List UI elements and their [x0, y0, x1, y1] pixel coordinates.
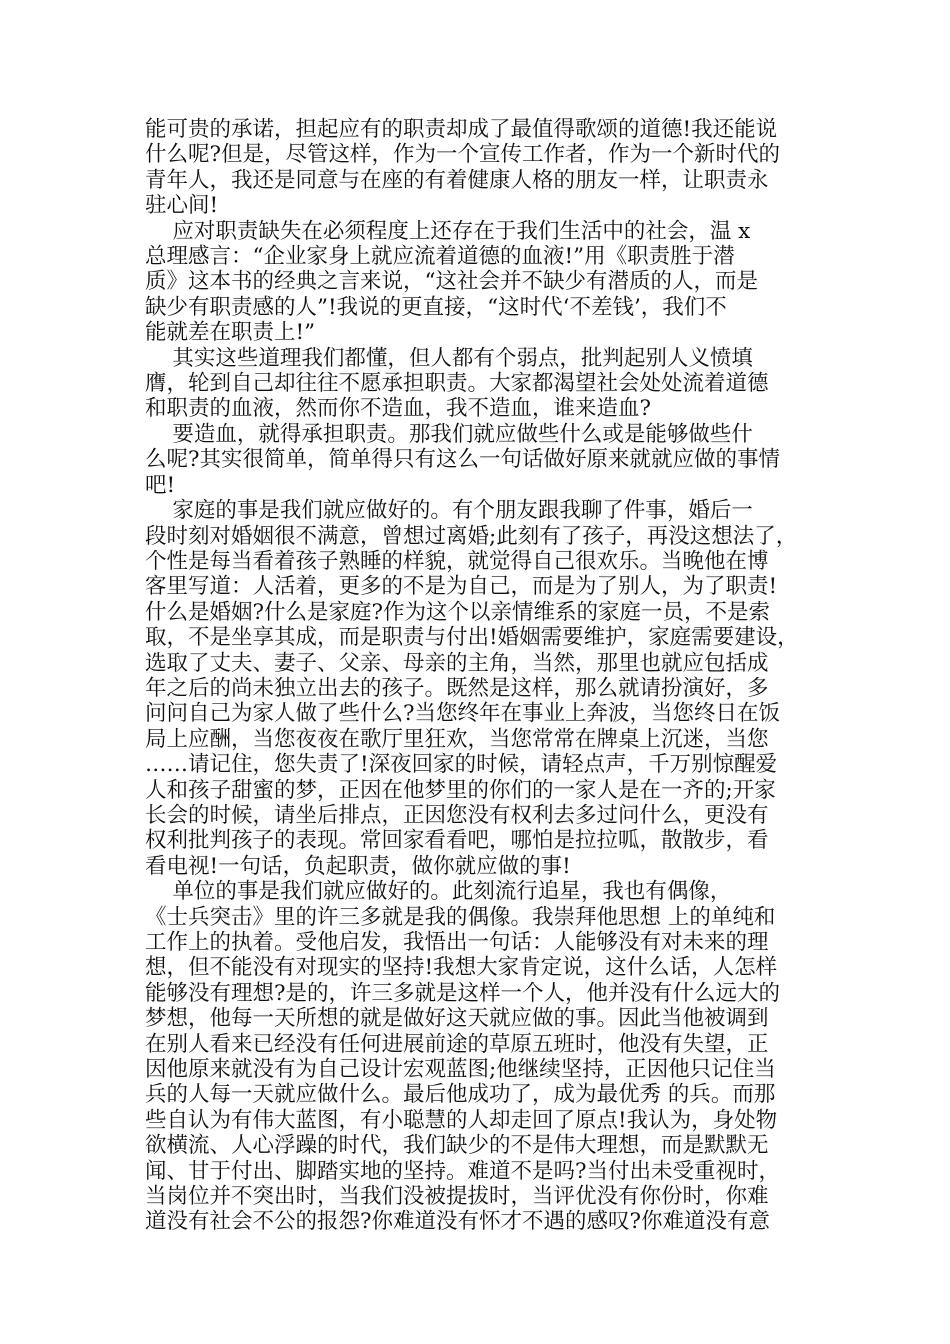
paragraph [145, 117, 825, 219]
text-line: 客里写道：人活着，更多的不是为自己，而是为了别人，为了职责! [145, 574, 778, 600]
text-line: 能够没有理想?是的，许三多就是这样一个人，他并没有什么远大的 [145, 980, 781, 1006]
text-line: 人和孩子甜蜜的梦，正因在他梦里的你们的一家人是在一齐的;开家 [145, 777, 776, 803]
text-line: 问问自己为家人做了些什么?当您终年在事业上奔波，当您终日在饭 [145, 701, 781, 727]
text-line: 和职责的血液，然而你不造血，我不造血，谁来造血? [145, 396, 652, 422]
text-line: 个性是每当看着孩子熟睡的样貌，就觉得自己很欢乐。当晚他在博 [145, 548, 769, 574]
text-line: 缺少有职责感的人”!我说的更直接，“这时代‘不差钱’，我们不 [145, 294, 727, 320]
text-line: 膺，轮到自己却往往不愿承担职责。大家都渴望社会处处流着道德 [145, 371, 769, 397]
text-line: 兵的人每一天就应做什么。最后他成功了，成为最优秀 的兵。而那 [145, 1082, 776, 1108]
text-line: 当岗位并不突出时，当我们没被提拔时，当评优没有你份时，你难 [145, 1184, 769, 1210]
text-line: 在别人看来已经没有任何进展前途的草原五班时，他没有失望，正 [145, 1031, 769, 1057]
paragraph [145, 219, 825, 346]
text-line: 段时刻对婚姻很不满意，曾想过离婚;此刻有了孩子，再没这想法了， [145, 523, 798, 549]
text-line: 家庭的事是我们就应做好的。有个朋友跟我聊了件事，婚后一 [145, 498, 753, 524]
text-line: 道没有社会不公的报怨?你难道没有怀才不遇的感叹?你难道没有意 [145, 1209, 771, 1235]
text-line: 《士兵突击》里的许三多就是我的偶像。我崇拜他思想 上的单纯和 [145, 904, 776, 930]
text-line: 能就差在职责上!” [145, 320, 316, 346]
text-line: 总理感言：“企业家身上就应流着道德的血液!”用《职责胜于潜 [145, 244, 735, 270]
text-line: 选取了丈夫、妻子、父亲、母亲的主角，当然，那里也就应包括成 [145, 650, 769, 676]
text-line: 闻、甘于付出、脚踏实地的坚持。难道不是吗?当付出未受重视时， [145, 1158, 781, 1184]
text-line: 质》这本书的经典之言来说，“这社会并不缺少有潜质的人，而是 [145, 269, 758, 295]
text-line: 青年人，我还是同意与在座的有着健康人格的朋友一样，让职责永 [145, 167, 769, 193]
text-line: 什么是婚姻?什么是家庭?作为这个以亲情维系的家庭一员，不是索 [145, 599, 771, 625]
text-line: 单位的事是我们就应做好的。此刻流行追星，我也有偶像， [145, 879, 732, 905]
text-line: 年之后的尚未独立出去的孩子。既然是这样，那么就请扮演好，多 [145, 675, 769, 701]
text-line: 应对职责缺失在必须程度上还存在于我们生活中的社会，温 x [145, 218, 751, 244]
text-line: 因他原来就没有为自己设计宏观蓝图;他继续坚持，正因他只记住当 [145, 1057, 776, 1083]
text-line: 能可贵的承诺，担起应有的职责却成了最值得歌颂的道德!我还能说 [145, 117, 778, 142]
body-text [145, 117, 825, 1235]
text-line: 些自认为有伟大蓝图，有小聪慧的人却走回了原点!我认为，身处物 [145, 1107, 778, 1133]
text-line: 么呢?其实很简单，简单得只有这么一句话做好原来就就应做的事情 [145, 447, 781, 473]
text-line: 长会的时候，请坐后排点，正因您没有权利去多过问什么，更没有 [145, 802, 769, 828]
paragraph [145, 498, 825, 879]
text-line: ……请记住，您失责了!深夜回家的时候，请轻点声，千万别惊醒爱 [145, 752, 778, 778]
text-line: 权利批判孩子的表现。常回家看看吧，哪怕是拉拉呱，散散步，看 [145, 828, 769, 854]
text-line: 局上应酬，当您夜夜在歌厅里狂欢，当您常常在牌桌上沉迷，当您 [145, 726, 769, 752]
text-line: 要造血，就得承担职责。那我们就应做些什么或是能够做些什 [145, 421, 753, 447]
paragraph [145, 422, 825, 498]
text-line: 什么呢?但是，尽管这样，作为一个宣传工作者，作为一个新时代的 [145, 142, 781, 168]
text-line: 其实这些道理我们都懂，但人都有个弱点，批判起别人义愤填 [145, 345, 753, 371]
paragraph [145, 346, 825, 422]
text-line: 梦想，他每一天所想的就是做好这天就应做的事。因此当他被调到 [145, 1006, 769, 1032]
paragraph [145, 879, 825, 1235]
text-line: 吧! [145, 472, 176, 498]
text-line: 工作上的执着。受他启发，我悟出一句话：人能够没有对未来的理 [145, 930, 769, 955]
text-line: 欲横流、人心浮躁的时代，我们缺少的不是伟大理想，而是默默无 [145, 1133, 769, 1159]
text-line: 驻心间! [145, 193, 219, 219]
text-line: 取，不是坐享其成，而是职责与付出!婚姻需要维护，家庭需要建设， [145, 625, 799, 651]
text-line: 看电视!一句话，负起职责，做你就应做的事! [145, 853, 571, 879]
text-line: 想，但不能没有对现实的坚持!我想大家肯定说，这什么话，人怎样 [145, 955, 778, 981]
